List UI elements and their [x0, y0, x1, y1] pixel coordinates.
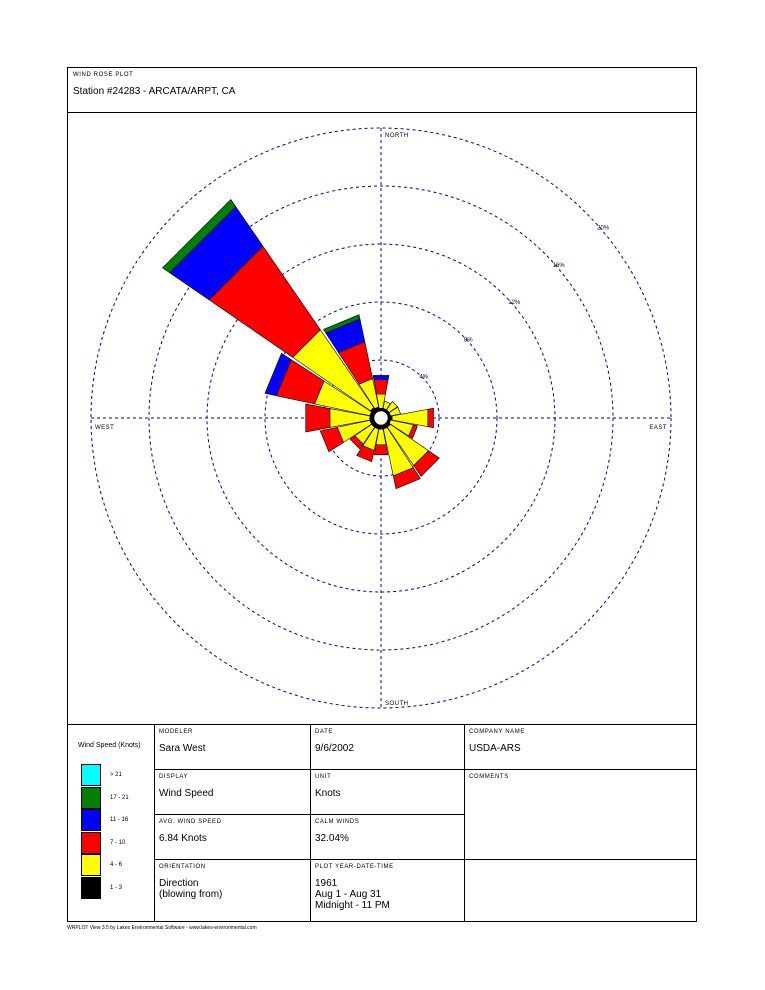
legend-swatch — [81, 832, 101, 854]
report-header — [68, 68, 696, 113]
date-cell — [310, 725, 464, 770]
display-cell — [154, 770, 310, 815]
modeler-label: MODELER — [159, 729, 193, 735]
company-value: USDA-ARS — [469, 743, 521, 754]
ring-label: 16% — [552, 262, 565, 269]
legend-label: 11 - 16 — [110, 817, 129, 824]
legend-swatch — [81, 809, 101, 831]
petal-segment — [428, 408, 434, 427]
legend-label: 4 - 6 — [110, 862, 123, 869]
ring-label: 20% — [597, 225, 610, 232]
legend-swatch — [81, 877, 101, 899]
station-title: Station #24283 - ARCATA/ARPT, CA — [73, 86, 236, 97]
compass-west: WEST — [95, 425, 115, 431]
comments-label: COMMENTS — [469, 774, 509, 780]
wind-rose-plot-area — [68, 113, 696, 725]
company-label: COMPANY NAME — [469, 729, 525, 735]
legend-title: Wind Speed (Knots) — [78, 742, 141, 749]
calm-winds-value: 32.04% — [315, 833, 349, 844]
calm-winds-label: CALM WINDS — [315, 819, 360, 825]
calm-circle — [374, 411, 388, 425]
orientation-cell — [154, 860, 310, 922]
avg-speed-label: AVG. WIND SPEED — [159, 819, 222, 825]
compass-north: NORTH — [385, 133, 409, 139]
avg-speed-value: 6.84 Knots — [159, 833, 207, 844]
blank-cell — [464, 860, 696, 922]
modeler-value: Sara West — [159, 743, 206, 754]
avg-speed-cell — [154, 815, 310, 860]
petal-segment — [306, 404, 330, 432]
unit-label: UNIT — [315, 774, 332, 780]
display-value: Wind Speed — [159, 788, 214, 799]
plot-period-value: 1961 Aug 1 - Aug 31 Midnight - 11 PM — [315, 878, 390, 911]
comments-cell — [464, 770, 696, 860]
date-value: 9/6/2002 — [315, 743, 354, 754]
company-cell — [464, 725, 696, 770]
info-panel — [68, 724, 696, 922]
plot-period-cell — [310, 860, 464, 922]
date-label: DATE — [315, 729, 333, 735]
report-frame — [67, 67, 697, 922]
petal-segment — [374, 380, 388, 394]
ring-label: 4% — [419, 374, 429, 381]
plot-type-label: WIND ROSE PLOT — [73, 72, 134, 78]
display-label: DISPLAY — [159, 774, 189, 780]
legend-swatch — [81, 764, 101, 786]
unit-value: Knots — [315, 788, 341, 799]
legend-label: 7 - 10 — [110, 839, 126, 846]
speed-legend — [68, 725, 154, 921]
modeler-cell — [154, 725, 310, 770]
calm-winds-cell — [310, 815, 464, 860]
wind-rose-chart — [68, 113, 696, 725]
legend-swatch — [81, 787, 101, 809]
plot-period-label: PLOT YEAR-DATE-TIME — [315, 864, 394, 870]
orientation-value: Direction (blowing from) — [159, 878, 223, 900]
ring-label: 12% — [508, 300, 521, 307]
compass-south: SOUTH — [385, 701, 409, 707]
orientation-label: ORIENTATION — [159, 864, 206, 870]
petal-segment — [374, 445, 388, 455]
legend-swatch — [81, 854, 101, 876]
petal-segment — [373, 375, 389, 379]
software-credit: WRPLOT View 3.5 by Lakes Environmental Software - www.lakes-environmental.com — [67, 925, 257, 931]
legend-label: 17 - 21 — [110, 794, 129, 801]
ring-label: 8% — [463, 337, 473, 344]
legend-label: 1 - 3 — [110, 885, 123, 891]
unit-cell — [310, 770, 464, 815]
legend-label: > 21 — [110, 772, 122, 778]
compass-east: EAST — [649, 425, 667, 431]
